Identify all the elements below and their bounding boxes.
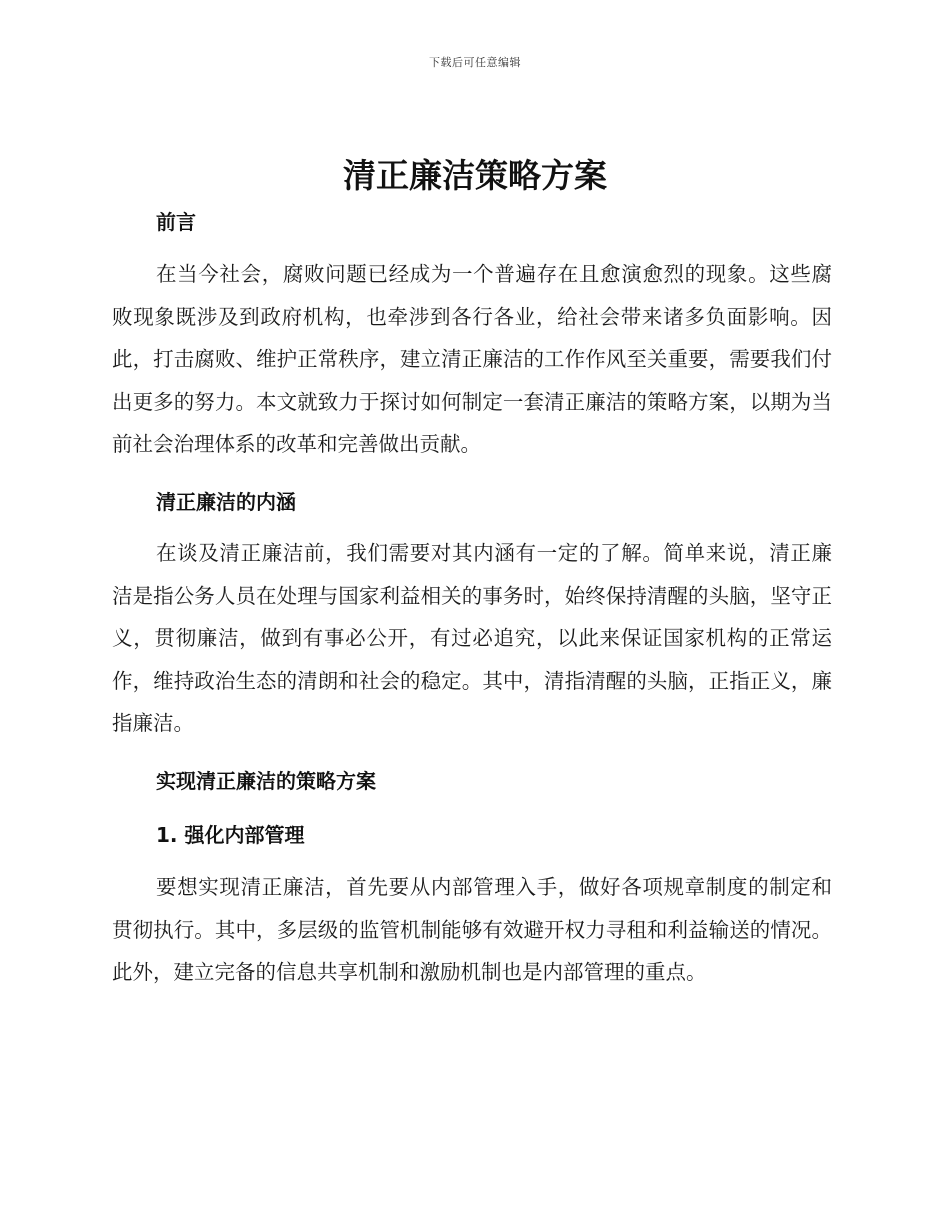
section-heading-preface: 前言 <box>156 210 196 234</box>
section-paragraph-internal-management: 要想实现清正廉洁，首先要从内部管理入手，做好各项规章制度的制定和贯彻执行。其中，多层级的监管机制能够有效避开权力寻租和利益输送的情况。此外，建立完备的信息共享机制和激励机制也是内部管理的重点。 <box>112 875 832 984</box>
document-title: 清正廉洁策略方案 <box>343 156 607 195</box>
section-heading-internal-management: 1. 强化内部管理 <box>156 823 305 847</box>
section-heading-strategy: 实现清正廉洁的策略方案 <box>156 769 376 793</box>
section-heading-connotation: 清正廉洁的内涵 <box>156 490 296 514</box>
section-paragraph-preface: 在当今社会，腐败问题已经成为一个普遍存在且愈演愈烈的现象。这些腐败现象既涉及到政府机构，也牵涉到各行各业，给社会带来诸多负面影响。因此，打击腐败、维护正常秩序，建立清正廉洁的工作作风至关重要，需要我们付出更多的努力。本文就致力于探讨如何制定一套清正廉洁的策略方案，以期为当前社会治理体系的改革和完善做出贡献。 <box>112 262 832 456</box>
section-paragraph-connotation: 在谈及清正廉洁前，我们需要对其内涵有一定的了解。简单来说，清正廉洁是指公务人员在处理与国家利益相关的事务时，始终保持清醒的头脑，坚守正义，贯彻廉洁，做到有事必公开，有过必追究，以此来保证国家机构的正常运作，维持政治生态的清朗和社会的稳定。其中，清指清醒的头脑，正指正义，廉指廉洁。 <box>112 541 832 735</box>
page-header-note: 下载后可任意编辑 <box>429 56 521 69</box>
